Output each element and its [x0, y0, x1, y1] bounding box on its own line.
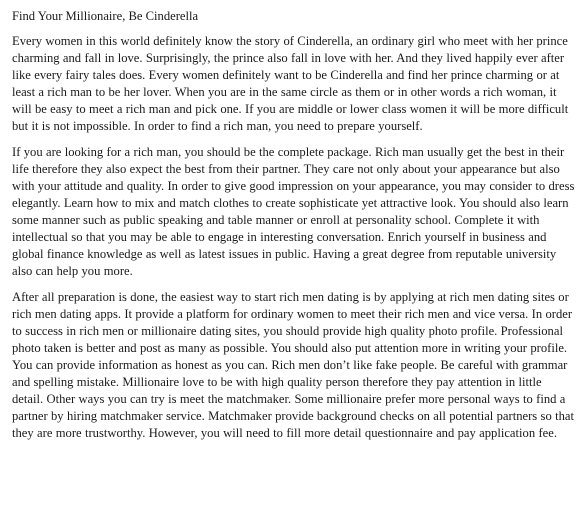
paragraph-intro: Every women in this world definitely know the story of Cinderella, an ordinary girl who meet with her prince charming and fall in love. Surprisingly, the prince also fall in love with her. And they lived happily ever after like every fairy tales does. Every women definitely want to be Cinderella and find her prince charming or at least a rich man to be her lover. When you are in the same circle as them or in other words a rich woman, it will be easy to meet a rich man and pick one. If you are middle or lower class women it will be more difficult but it is not impossible. In order to find a rich man, you need to prepare yourself. [12, 34, 569, 133]
paragraph-dating-sites: After all preparation is done, the easiest way to start rich men dating is by applying at rich men dating sites or rich men dating apps. It provide a platform for ordinary women to meet their rich men and vice versa. In order to success in rich men or millionaire dating sites, you should provide high quality photo profile. Professional photo taken is better and post as many as possible. You should also put attention more in writing your profile. You can provide information as honest as you can. Rich men don’t like fake people. Be careful with grammar and spelling mistake. Millionaire love to be with high quality person therefore they pay attention in little detail. Other ways you can try is meet the matchmaker. Some millionaire prefer more personal ways to find a partner by hiring matchmaker service. Matchmaker provide background checks on all potential partners so that they are more trustworthy. However, you will need to fill more detail questionnaire and pay application fee. [12, 290, 574, 440]
document-title: Find Your Millionaire, Be Cinderella [12, 9, 199, 23]
paragraph-preparation: If you are looking for a rich man, you should be the complete package. Rich man usually get the best in their life therefore they also expect the best from their partner. They care not only about your appearance but also with your attitude and quality. In order to give good impression on your appearance, you may consider to dress elegantly. Learn how to mix and match clothes to create sophisticate yet attractive look. You should also learn some manner such as public speaking and table manner or enroll at personality school. Complete it with intellectual so that you may be able to engage in interesting conversation. Enrich yourself in business and global finance knowledge as well as latest issues in public. Having a great degree from reputable university also can help you more. [12, 145, 575, 278]
